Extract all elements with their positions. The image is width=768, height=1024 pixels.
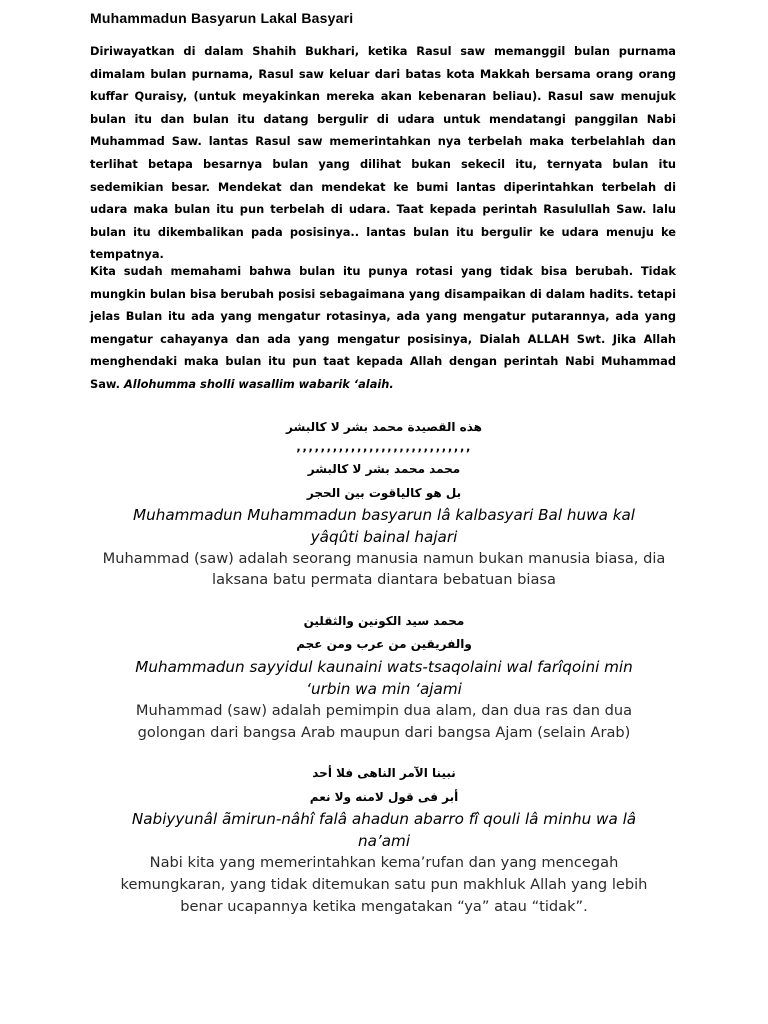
stanza-3-arabic-line-1: نبينا الآمر الناهى فلا أحد: [312, 766, 456, 780]
stanza-2-arabic-line-1: محمد سيد الكونين والثقلين: [303, 614, 465, 628]
document-title: Muhammadun Basyarun Lakal Basyari: [90, 10, 354, 26]
stanza-3-transliteration-line-2: na’ami: [357, 832, 411, 850]
paragraph-moon-rotation: [90, 260, 676, 396]
stanza-2-meaning-line-1: Muhammad (saw) adalah pemimpin dua alam, dan dua ras dan dua: [135, 702, 633, 719]
stanza-2-arabic-line-2: والفريقين من عرب ومن عجم: [296, 637, 472, 651]
stanza-1-transliteration-line-2: yâqûti bainal hajari: [310, 528, 458, 546]
stanza-1-arabic-line-1: محمد محمد بشر لا كالبشر: [307, 462, 461, 476]
stanza-3-meaning-line-2: kemungkaran, yang tidak ditemukan satu pun makhluk Allah yang lebih: [120, 876, 648, 893]
stanza-2-meaning-line-2: golongan dari bangsa Arab maupun dari bangsa Ajam (selain Arab): [137, 724, 631, 741]
stanza-2-transliteration-line-2: ‘urbin wa min ‘ajami: [306, 680, 462, 698]
paragraph-body: Kita sudah memahami bahwa bulan itu punya rotasi yang tidak bisa berubah. Tidak mungkin bulan bisa berubah posisi sebagaimana yang disampaikan di dalam hadits. tetapi jelas Bulan itu ada yang mengatur rotasinya, ada yang mengatur putarannya, ada yang mengatur cahayanya dan ada yang mengatur posisinya, Dialah ALLAH Swt. Jika Allah menghendaki maka bulan itu pun taat kepada Allah dengan perintah Nabi Muhammad Saw.: [90, 264, 676, 391]
stanza-1-meaning-line-2: laksana batu permata diantara bebatuan biasa: [212, 571, 556, 588]
stanza-1-arabic-line-2: بل هو كالياقوت بين الحجر: [306, 486, 462, 500]
paragraph-moon-splitting: Diriwayatkan di dalam Shahih Bukhari, ketika Rasul saw memanggil bulan purnama dimalam bulan purnama, Rasul saw keluar dari batas kota Makkah bersama orang orang kuffar Quraisy, (untuk meyakinkan mereka akan kebenaran beliau). Rasul saw menujuk bulan itu dan bulan itu datang bergulir di udara untuk mendatangi panggilan Nabi Muhammad Saw. lantas Rasul saw memerintahkan nya terbelah maka terbelahlah dan terlihat betapa besarnya bulan yang dilihat bukan sekecil itu, ternyata bulan itu sedemikian besar. Mendekat dan mendekat ke bumi lantas diperintahkan terbelah di udara maka bulan itu pun terbelah di udara. Taat kepada perintah Rasulullah Saw. lalu bulan itu dikembalikan pada posisinya.. lantas bulan itu bergulir ke udara menuju ke tempatnya.: [90, 44, 676, 262]
salawat-italic: Allohumma sholli wasallim wabarik ‘alaih.: [123, 376, 394, 391]
stanza-1-meaning-line-1: Muhammad (saw) adalah seorang manusia namun bukan manusia biasa, dia: [102, 550, 666, 567]
stanza-3-transliteration-line-1: Nabiyyunâl ãmirun-nâhî falâ ahadun abarro fî qouli lâ minhu wa lâ: [131, 810, 637, 828]
stanza-2-transliteration-line-1: Muhammadun sayyidul kaunaini wats-tsaqolaini wal farîqoini min: [135, 658, 633, 676]
stanza-3-arabic-line-2: أبر فى قول لامنه ولا نعم: [309, 790, 459, 804]
stanza-3-meaning-line-3: benar ucapannya ketika mengatakan “ya” atau “tidak”.: [180, 898, 588, 915]
stanza-1-transliteration-line-1: Muhammadun Muhammadun basyarun lâ kalbasyari Bal huwa kal: [132, 506, 636, 524]
poem-heading-arabic: هذه القصيدة محمد بشر لا كالبشر: [286, 420, 482, 434]
poem-divider-dots: ‚‚‚‚‚‚‚‚‚‚‚‚‚‚‚‚‚‚‚‚‚‚‚‚‚‚‚‚‚: [296, 440, 472, 454]
stanza-3-meaning-line-1: Nabi kita yang memerintahkan kema’rufan dan yang mencegah: [149, 854, 619, 871]
